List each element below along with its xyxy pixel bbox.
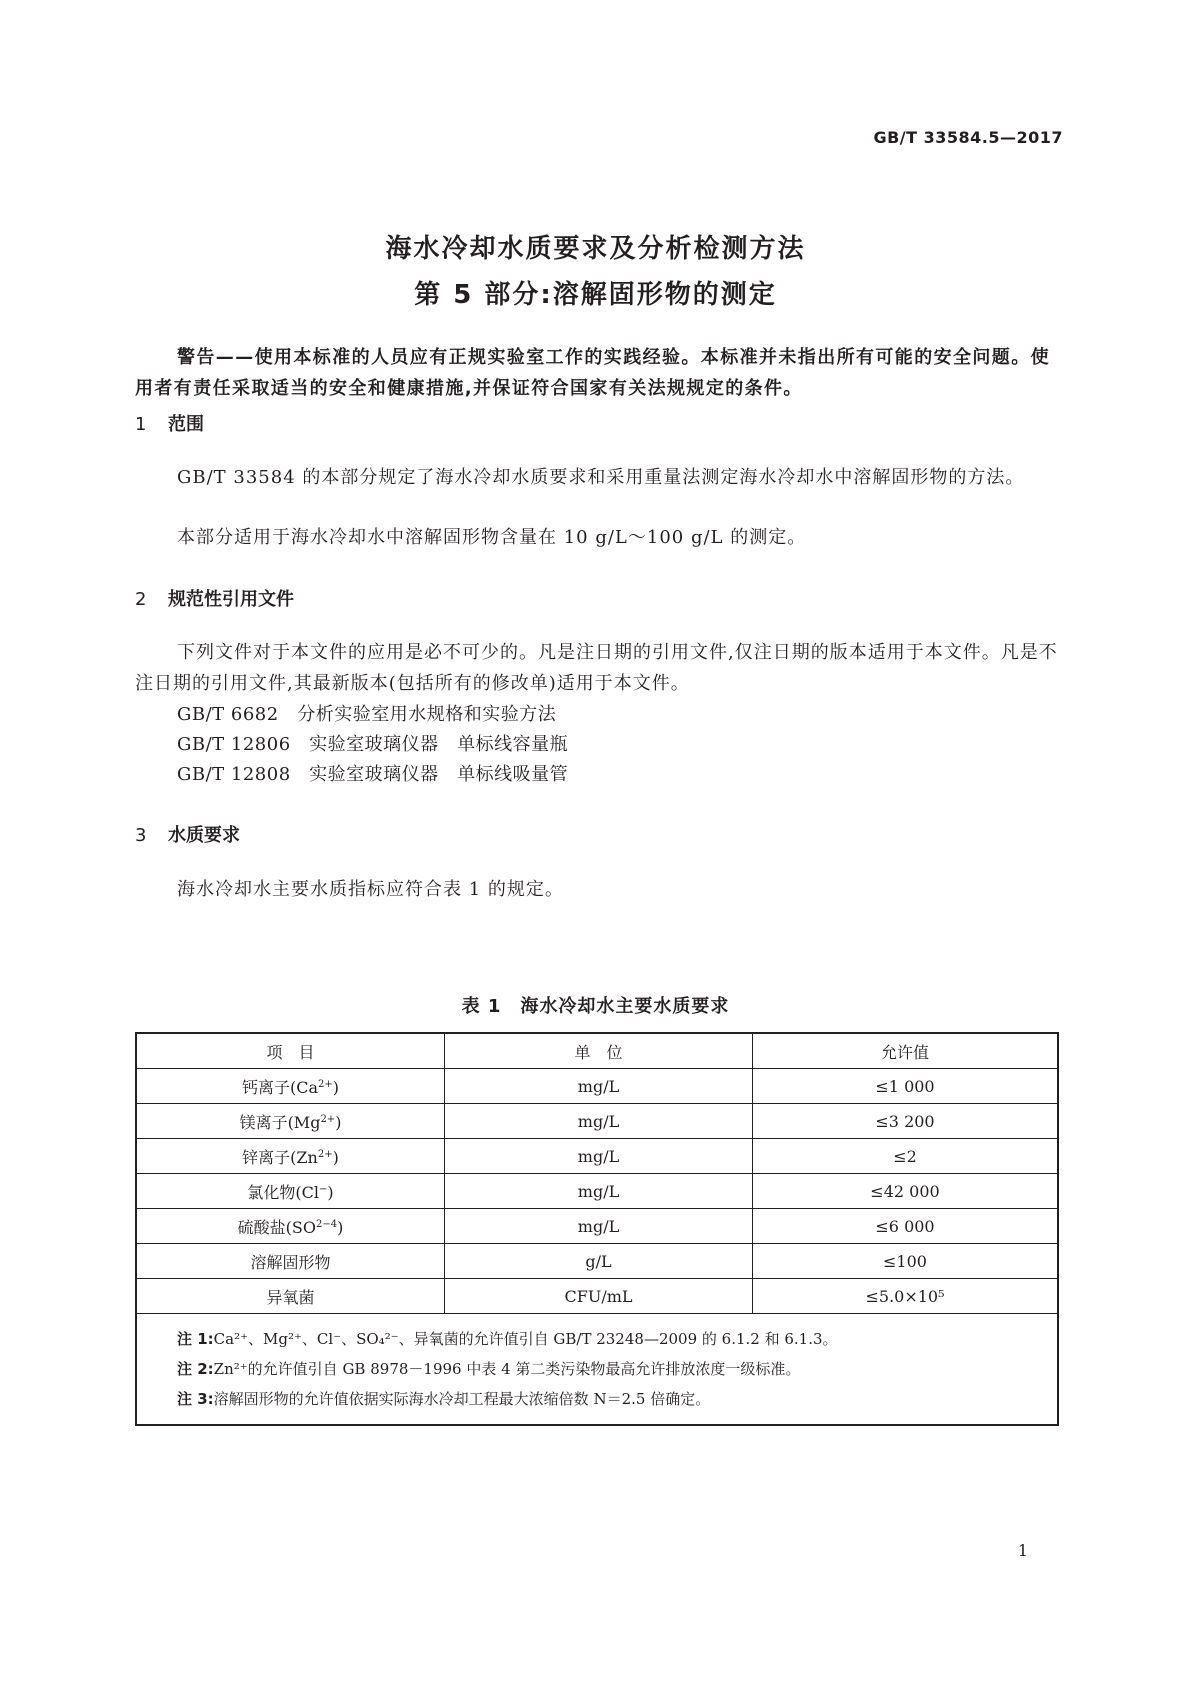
scope-text-1: GB/T 33584 的本部分规定了海水冷却水质要求和采用重量法测定海水冷却水中溶解固形物的方法。 xyxy=(177,467,1025,488)
cell-limit: ≤2 xyxy=(753,1139,1058,1174)
note-text: 溶解固形物的允许值依据实际海水冷却工程最大浓缩倍数 N＝2.5 倍确定。 xyxy=(213,1390,711,1408)
water-quality-paragraph xyxy=(135,874,1059,905)
table-row xyxy=(137,1279,1057,1314)
header-limit: 允许值 xyxy=(753,1034,1058,1069)
section-3-heading xyxy=(135,821,240,847)
table-note xyxy=(177,1324,1057,1354)
cell-item: 镁离子$(Mg^{2+})$ xyxy=(137,1104,445,1139)
cell-limit: ≤42 000 xyxy=(753,1174,1058,1209)
warning-paragraph xyxy=(135,342,1059,404)
note-label: 注 3: xyxy=(177,1390,214,1408)
scope-text-2: 本部分适用于海水冷却水中溶解固形物含量在 10 g/L～100 g/L 的测定。 xyxy=(177,527,807,548)
cell-item: 溶解固形物 xyxy=(137,1244,445,1279)
note-text: Ca²⁺、Mg²⁺、Cl⁻、SO₄²⁻、异氧菌的允许值引自 GB/T 23248—2009 的 6.1.2 和 6.1.3。 xyxy=(213,1330,838,1348)
table-note xyxy=(177,1384,1057,1414)
page-number: 1 xyxy=(1017,1541,1028,1560)
table-row xyxy=(137,1069,1057,1104)
cell-unit: mg/L xyxy=(445,1174,753,1209)
section-title: 水质要求 xyxy=(168,825,240,846)
table-row xyxy=(137,1174,1057,1209)
cell-item: 氯化物(Cl−) xyxy=(137,1174,445,1209)
cell-limit: ≤6 000 xyxy=(753,1209,1058,1244)
cell-item: 硫酸盐$(SO^{2-4})$ xyxy=(137,1209,445,1244)
header-unit: 单 位 xyxy=(445,1034,753,1069)
cell-unit: mg/L xyxy=(445,1139,753,1174)
cell-limit: ≤3 200 xyxy=(753,1104,1058,1139)
water-quality-text: 海水冷却水主要水质指标应符合表 1 的规定。 xyxy=(177,879,564,900)
section-2-heading xyxy=(135,585,294,611)
scope-paragraph-1 xyxy=(135,462,1059,493)
requirements-table xyxy=(137,1034,1057,1314)
cell-limit: ≤100 xyxy=(753,1244,1058,1279)
warning-text: 警告——使用本标准的人员应有正规实验室工作的实践经验。本标准并未指出所有可能的安全问题。使用者有责任采取适当的安全和健康措施,并保证符合国家有关法规规定的条件。 xyxy=(135,347,1050,399)
cell-item: 异氧菌 xyxy=(137,1279,445,1314)
cell-limit: ≤1 000 xyxy=(753,1069,1058,1104)
header-item: 项 目 xyxy=(137,1034,445,1069)
reference-item: GB/T 6682 分析实验室用水规格和实验方法 xyxy=(177,704,557,725)
table-row xyxy=(137,1139,1057,1174)
cell-limit: ≤5.0×10⁵ xyxy=(753,1279,1058,1314)
note-label: 注 1: xyxy=(177,1330,214,1348)
section-number: 1 xyxy=(135,414,147,435)
section-number: 2 xyxy=(135,589,147,610)
document-title-line-2: 第 5 部分:溶解固形物的测定 xyxy=(414,280,777,310)
references-paragraph xyxy=(135,637,1059,699)
cell-unit: mg/L xyxy=(445,1209,753,1244)
document-title-line-1: 海水冷却水质要求及分析检测方法 xyxy=(385,234,806,264)
table-note xyxy=(177,1354,1057,1384)
note-text: Zn²⁺的允许值引自 GB 8978－1996 中表 4 第二类污染物最高允许排放浓度一级标准。 xyxy=(213,1360,801,1378)
section-title: 规范性引用文件 xyxy=(168,589,294,610)
section-number: 3 xyxy=(135,825,147,846)
table-row xyxy=(137,1209,1057,1244)
reference-item: GB/T 12806 实验室玻璃仪器 单标线容量瓶 xyxy=(177,734,569,755)
cell-item: 钙离子$(Ca^{2+})$ xyxy=(137,1069,445,1104)
cell-unit: g/L xyxy=(445,1244,753,1279)
section-1-heading xyxy=(135,410,204,436)
scope-paragraph-2 xyxy=(135,522,1059,553)
cell-unit: mg/L xyxy=(445,1069,753,1104)
requirements-table-box xyxy=(135,1032,1059,1426)
references-text: 下列文件对于本文件的应用是必不可少的。凡是注日期的引用文件,仅注日期的版本适用于本文件。凡是不注日期的引用文件,其最新版本(包括所有的修改单)适用于本文件。 xyxy=(135,642,1058,694)
table-row xyxy=(137,1244,1057,1279)
table-notes xyxy=(137,1314,1057,1424)
section-title: 范围 xyxy=(168,414,204,435)
cell-unit: mg/L xyxy=(445,1104,753,1139)
table-caption: 表 1 海水冷却水主要水质要求 xyxy=(461,996,730,1017)
note-label: 注 2: xyxy=(177,1360,214,1378)
table-header-row xyxy=(137,1034,1057,1069)
cell-unit: CFU/mL xyxy=(445,1279,753,1314)
standard-code: GB/T 33584.5—2017 xyxy=(873,128,1063,147)
cell-item: 锌离子$(Zn^{2+})$ xyxy=(137,1139,445,1174)
table-row xyxy=(137,1104,1057,1139)
reference-item: GB/T 12808 实验室玻璃仪器 单标线吸量管 xyxy=(177,764,569,785)
